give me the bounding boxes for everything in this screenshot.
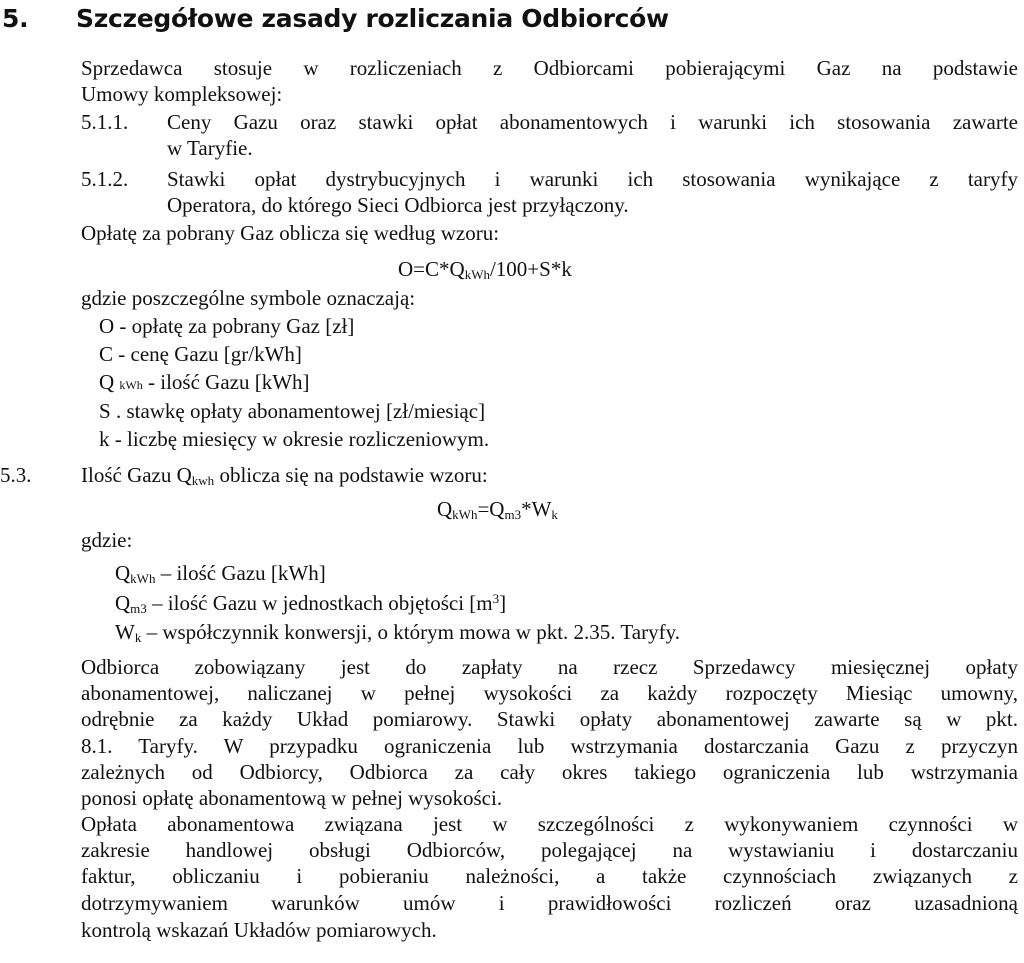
intro-line-1: Sprzedawca stosuje w rozliczeniach z Odbiorcami pobierającymi Gaz na podstawie bbox=[81, 56, 1018, 80]
para1-line-1: Odbiorca zobowiązany jest do zapłaty na rzecz Sprzedawcy miesięcznej opłaty bbox=[81, 655, 1018, 679]
item-511-line-1: Ceny Gazu oraz stawki opłat abonamentowych i warunki ich stosowania zawarte bbox=[167, 110, 1018, 134]
symbol-def-qm3: $Q_{m3}$ – ilość Gazu w jednostkach objętości $[m^3]$ bbox=[115, 591, 507, 616]
symbol-def-q: Q kWh - ilość Gazu [kWh] bbox=[99, 370, 310, 394]
section-number: 5. bbox=[2, 4, 29, 33]
symbol-def-s: S . stawkę opłaty abonamentowej [zł/miesiąc] bbox=[99, 399, 486, 423]
symbol-def-k: k - liczbę miesięcy w okresie rozliczeniowym. bbox=[99, 427, 490, 451]
para2-line-3: faktur, obliczaniu i pobieraniu należności, a także czynnościach związanych z bbox=[81, 864, 1018, 888]
section-53-text: Ilość Gazu $Q_{kwh}$ oblicza się na podstawie wzoru: bbox=[81, 463, 488, 488]
para1-line-3: odrębnie za każdy Układ pomiarowy. Stawki opłaty abonamentowej zawarte są w pkt. bbox=[81, 707, 1018, 731]
symbol-def-o: O - opłatę za pobrany Gaz [zł] bbox=[99, 314, 355, 338]
formula-1: $O=C*Q_{kWh}/100+S*k$ bbox=[398, 257, 572, 282]
item-511-line-2: w Taryfie. bbox=[167, 136, 253, 160]
symbol-def-c: C - cenę Gazu [gr/kWh] bbox=[99, 342, 302, 366]
where-label: gdzie: bbox=[81, 528, 133, 552]
para2-line-4: dotrzymywaniem warunków umów i prawidłowości rozliczeń oraz uzasadnioną bbox=[81, 891, 1018, 915]
symbol-def-wk: $W_k$ – współczynnik konwersji, o którym mowa w pkt. 2.35. Taryfy. bbox=[115, 620, 680, 645]
formula-2: $Q_{kWh}=Q_{m3}*W_k$ bbox=[437, 497, 558, 522]
section-heading bbox=[2, 4, 669, 34]
intro-line-2: Umowy kompleksowej: bbox=[81, 82, 283, 106]
section-number-53: 5.3. bbox=[0, 463, 32, 487]
item-number-512: 5.1.2. bbox=[81, 167, 129, 191]
section-title: Szczegółowe zasady rozliczania Odbiorców bbox=[76, 4, 669, 33]
para1-line-5: zależnych od Odbiorcy, Odbiorca za cały okres takiego ograniczenia lub wstrzymania bbox=[81, 760, 1018, 784]
symbols-intro: gdzie poszczególne symbole oznaczają: bbox=[81, 286, 416, 310]
para2-line-1: Opłata abonamentowa związana jest w szczególności z wykonywaniem czynności w bbox=[81, 812, 1018, 836]
symbol-def-qkwh: $Q_{kWh}$ – ilość Gazu [kWh] bbox=[115, 561, 326, 586]
para1-line-2: abonamentowej, naliczanej w pełnej wysokości za każdy rozpoczęty Miesiąc umowny, bbox=[81, 681, 1018, 705]
para1-line-4: 8.1. Taryfy. W przypadku ograniczenia lub wstrzymania dostarczania Gazu z przyczyn bbox=[81, 734, 1018, 758]
item-512-line-2: Operatora, do którego Sieci Odbiorca jest przyłączony. bbox=[167, 193, 629, 217]
para2-line-5: kontrolą wskazań Układów pomiarowych. bbox=[81, 918, 437, 942]
formula-intro: Opłatę za pobrany Gaz oblicza się według wzoru: bbox=[81, 221, 500, 245]
item-number-511: 5.1.1. bbox=[81, 110, 129, 134]
item-512-line-1: Stawki opłat dystrybucyjnych i warunki ich stosowania wynikające z taryfy bbox=[167, 167, 1018, 191]
para2-line-2: zakresie handlowej obsługi Odbiorców, polegającej na wystawianiu i dostarczaniu bbox=[81, 838, 1018, 862]
para1-line-6: ponosi opłatę abonamentową w pełnej wysokości. bbox=[81, 786, 503, 810]
